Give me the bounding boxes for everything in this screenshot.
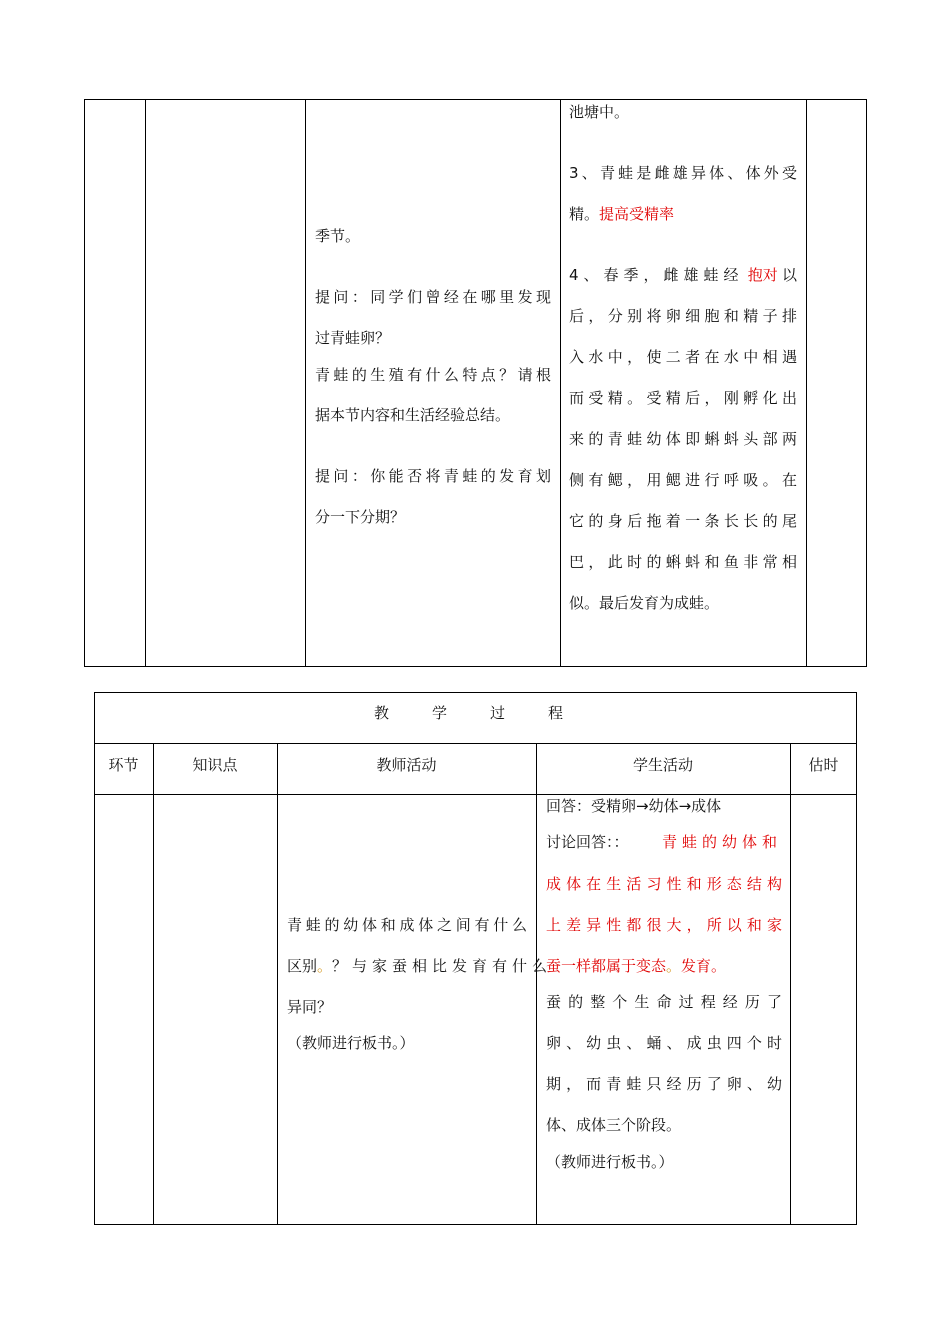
table2-student-line: 期，而青蛙只经历了卵、幼: [546, 1075, 782, 1093]
table2-student-line: 卵、幼虫、蛹、成虫四个时: [546, 1034, 782, 1052]
table1-student-line: 来的青蛙幼体即蝌蚪头部两: [569, 430, 797, 448]
table2-student-line: 蚕的整个生命过程经历了: [546, 993, 782, 1011]
student-text: 讨论回答：：: [546, 833, 629, 851]
table2-col-divider: [153, 743, 154, 1225]
table2-teacher-line: [287, 946, 553, 987]
table-title: 教 学 过 程: [373, 704, 577, 722]
highlight-text: 青蛙的幼体和: [661, 833, 782, 851]
orange-mark: 。: [317, 957, 333, 975]
table1-teacher-line: 分一下分期？: [315, 508, 406, 526]
table2-col-divider: [790, 743, 791, 1225]
table1-student-line: [569, 194, 674, 235]
student-text: 精。: [569, 205, 600, 223]
table1-student-line: 它的身后拖着一条长长的尾: [569, 512, 797, 530]
table2-student-line: 体、成体三个阶段。: [546, 1116, 682, 1134]
table1-student-line: 3、青蛙是雌雄异体、体外受: [569, 164, 797, 182]
table2-student-line: [546, 822, 782, 863]
table1-teacher-line: 季节。: [315, 227, 361, 245]
header-section: 环节: [108, 756, 139, 774]
table2-student-line: （教师进行板书。）: [546, 1153, 674, 1171]
table2-row-divider: [94, 743, 857, 744]
teacher-text: ？与家蚕相比发育有什么: [332, 957, 553, 975]
table1-student-line: [569, 255, 797, 296]
table1-student-line: 巴，此时的蝌蚪和鱼非常相: [569, 553, 797, 571]
table1-teacher-line: 提问：你能否将青蛙的发育划: [315, 467, 551, 485]
table2-student-line: [546, 946, 726, 987]
table2-teacher-line: 异同？: [287, 998, 333, 1016]
student-text: 4、春季，雌雄蛙经: [569, 266, 744, 284]
highlight-text: 蚕一样都属于变态: [546, 957, 667, 975]
table2-student-line: 成体在生活习性和形态结构: [546, 875, 782, 893]
table2-col-divider: [277, 743, 278, 1225]
table1-col-divider: [145, 99, 146, 667]
header-knowledge: 知识点: [192, 756, 238, 774]
table2-student-line: 回答：受精卵→幼体→成体: [546, 797, 722, 815]
table1-teacher-line: 青蛙的生殖有什么特点？请根: [315, 366, 551, 384]
table1-col-divider: [806, 99, 807, 667]
highlight-text: 提高受精率: [599, 205, 675, 223]
highlight-text: 抱对: [747, 266, 778, 284]
student-text: 以: [781, 266, 797, 284]
table1-teacher-line: 提问：同学们曾经在哪里发现: [315, 288, 551, 306]
header-student-activity: 学生活动: [632, 756, 693, 774]
table1-col-divider: [305, 99, 306, 667]
table2-teacher-line: 青蛙的幼体和成体之间有什么: [287, 916, 527, 934]
header-time-estimate: 估时: [808, 756, 839, 774]
table1-col-divider: [560, 99, 561, 667]
table1-student-line: 池塘中。: [569, 103, 630, 121]
table1-teacher-line: 据本节内容和生活经验总结。: [315, 406, 511, 424]
table1-student-line: 似。最后发育为成蛙。: [569, 594, 720, 612]
table1-student-line: 而受精。受精后，刚孵化出: [569, 389, 797, 407]
table1-student-line: 后，分别将卵细胞和精子排: [569, 307, 797, 325]
highlight-text: 发育。: [681, 957, 727, 975]
table1-student-line: 入水中，使二者在水中相遇: [569, 348, 797, 366]
teacher-text: 区别: [287, 957, 318, 975]
header-teacher-activity: 教师活动: [376, 756, 437, 774]
table2-teacher-line: （教师进行板书。）: [287, 1034, 415, 1052]
table1-teacher-line: 过青蛙卵？: [315, 329, 391, 347]
table2-student-line: 上差异性都很大，所以和家: [546, 916, 782, 934]
table1-student-line: 侧有鳃，用鳃进行呼吸。在: [569, 471, 797, 489]
table2-row-divider: [94, 794, 857, 795]
orange-mark: 。: [666, 957, 682, 975]
